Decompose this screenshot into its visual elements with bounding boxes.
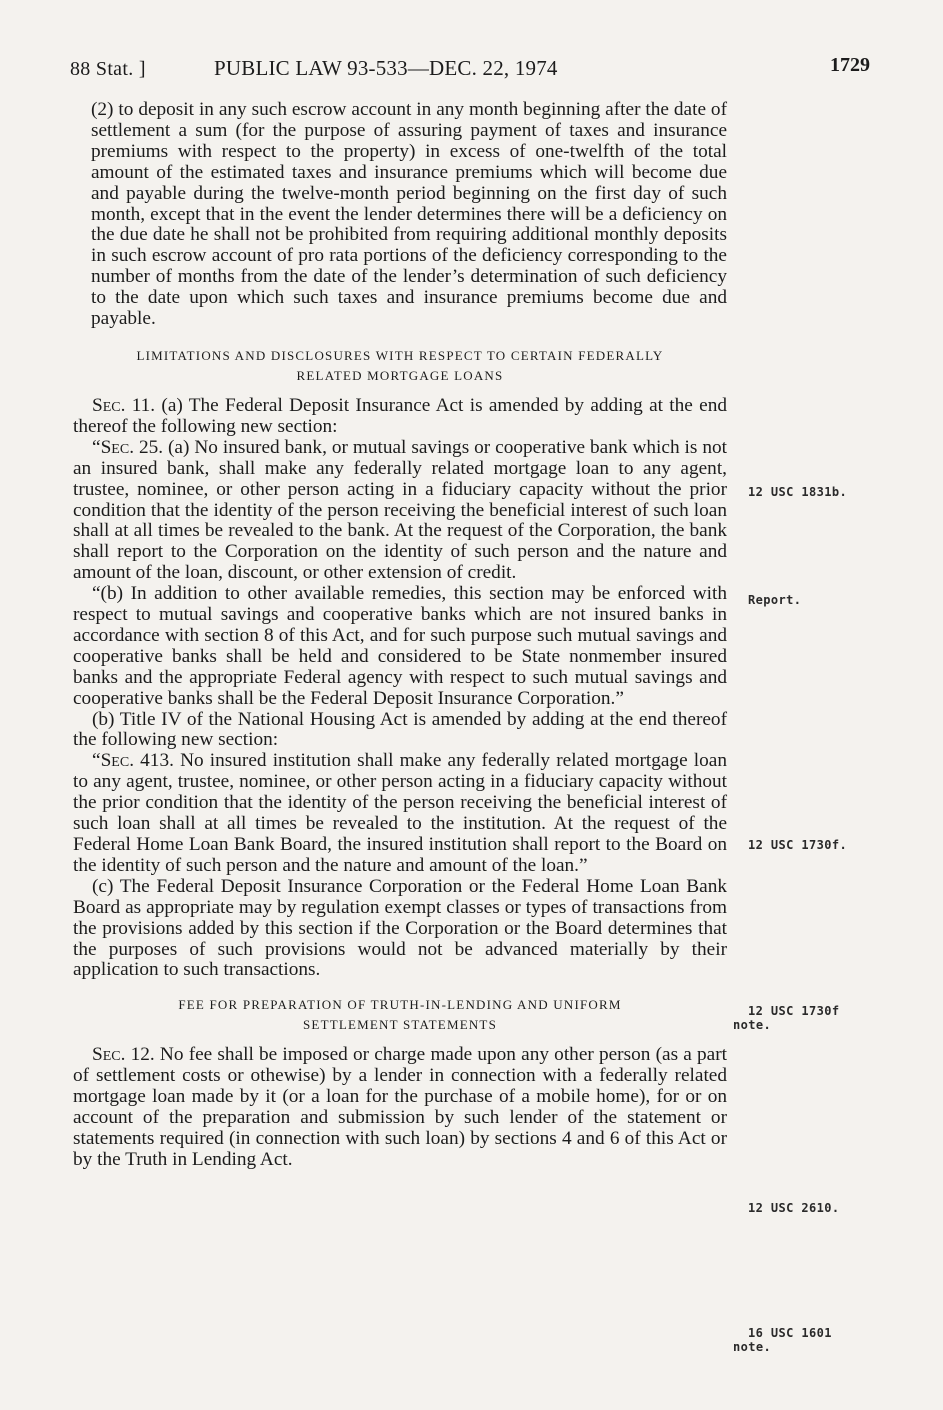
paragraph-sec-11-c: (c) The Federal Deposit Insurance Corporation or the Federal Home Loan Bank Board as appropriate may by regulation exempt classes or types of transactions from the provisions added by this section if the Corporation or the Board determines that the purposes of such provisions would not be advanced materially by their application to such transactions. [73, 875, 727, 981]
margin-note-line: 12 USC 1730f [748, 1004, 840, 1018]
heading-line: RELATED MORTGAGE LOANS [296, 367, 504, 383]
margin-note-line: 16 USC 1601 [748, 1326, 832, 1340]
margin-note-12-usc-1730f-note [733, 1004, 840, 1032]
law-title: PUBLIC LAW 93-533—DEC. 22, 1974 [214, 56, 558, 80]
open-quote: “ [92, 436, 101, 458]
paragraph-sec-12 [73, 1045, 727, 1170]
margin-note-16-usc-1601-note [733, 1326, 832, 1354]
margin-note-12-usc-1831b: 12 USC 1831b. [748, 485, 848, 499]
margin-note-report: Report. [748, 593, 802, 607]
running-header [70, 56, 870, 82]
sec-label: Sec [100, 436, 130, 458]
paragraph-sec-413 [73, 751, 727, 876]
sec-label: Sec [92, 1044, 121, 1066]
statute-volume: 88 Stat. ] [70, 58, 146, 80]
paragraph-text: . 12. No fee shall be imposed or charge made upon any other person (as a part of settlement costs or othewise) by a lender in connection with a federally related mortgage loan made by it (or a loan for the purchase of a mobile home), for or on account of the preparation and submission by such lender of the statement or statements required (in connection with such loan) by sections 4 and 6 of this Act or by the Truth in Lending Act. [73, 1044, 727, 1170]
sec-label: Sec [100, 750, 130, 772]
paragraph-text: . 25. (a) No insured bank, or mutual savings or cooperative bank which is not an insured bank, shall make any federally related mortgage loan to any agent, trustee, nominee, or other person acting in a fiduciary capacity without the prior condition that the identity of the person receiving the beneficial interest of such loan shall at all times be revealed to the bank. At the request of the Corporation, the bank shall report to the Corporation on the identity of such person and the nature and amount of the loan, discount, or other extension of credit. [73, 436, 727, 584]
paragraph-text: . 413. No insured institution shall make any federally related mortgage loan to any agent, trustee, nominee, or other person acting in a fiduciary capacity without the prior condition that the identity of the person receiving the beneficial interest of such loan shall at all times be revealed to the institution. At the request of the Federal Home Loan Bank Board, the insured institution shall report to the Board on the identity of such person and the nature and amount of the loan.” [73, 750, 727, 876]
page-number: 1729 [830, 54, 870, 76]
section-heading-fee [73, 995, 727, 1035]
sec-label: Sec [92, 394, 121, 416]
paragraph-sec-11-b: (b) Title IV of the National Housing Act is amended by adding at the end thereof the following new section: [73, 708, 727, 751]
heading-line: FEE FOR PREPARATION OF TRUTH-IN-LENDING AND UNIFORM [178, 997, 622, 1013]
heading-line: SETTLEMENT STATEMENTS [303, 1017, 497, 1033]
paragraph-escrow-deposit: (2) to deposit in any such escrow account in any month beginning after the date of settlement a sum (for the purpose of assuring payment of taxes and insurance premiums with respect to the property) in excess of one-twelfth of the total amount of the estimated taxes and insurance premiums which will become due and payable during the twelve-month period beginning on the first day of such month, except that in the event the lender determines there will be a deficiency on the due date he shall not be prohibited from requiring additional monthly deposits in such escrow account of pro rata portions of the deficiency corresponding to the number of months from the date of the lender’s determination of such deficiency to the date upon which such taxes and insurance premiums become due and payable. [91, 99, 727, 330]
margin-note-line: note. [733, 1340, 772, 1354]
paragraph-sec-11-a [73, 396, 727, 438]
paragraph-sec-25-a [73, 438, 727, 584]
body-text [73, 100, 727, 1171]
paragraph-sec-25-b: “(b) In addition to other available remedies, this section may be enforced with respect to mutual savings and cooperative banks which are not insured banks in accordance with section 8 of this Act, and for such purpose such mutual savings and cooperative banks shall be held and considered to be State nonmember insured banks and the appropriate Federal agency with respect to such mutual savings and cooperative banks shall be the Federal Deposit Insurance Corporation.” [73, 583, 727, 709]
section-heading-limitations [73, 346, 727, 386]
margin-note-12-usc-2610: 12 USC 2610. [748, 1201, 840, 1215]
heading-line: LIMITATIONS AND DISCLOSURES WITH RESPECT TO CERTAIN FEDERALLY [136, 347, 664, 363]
open-quote: “ [92, 750, 101, 772]
margin-note-line: note. [733, 1018, 772, 1032]
margin-note-12-usc-1730f: 12 USC 1730f. [748, 838, 848, 852]
paragraph-text: . 11. (a) The Federal Deposit Insurance Act is amended by adding at the end thereof the following new section: [73, 394, 727, 437]
